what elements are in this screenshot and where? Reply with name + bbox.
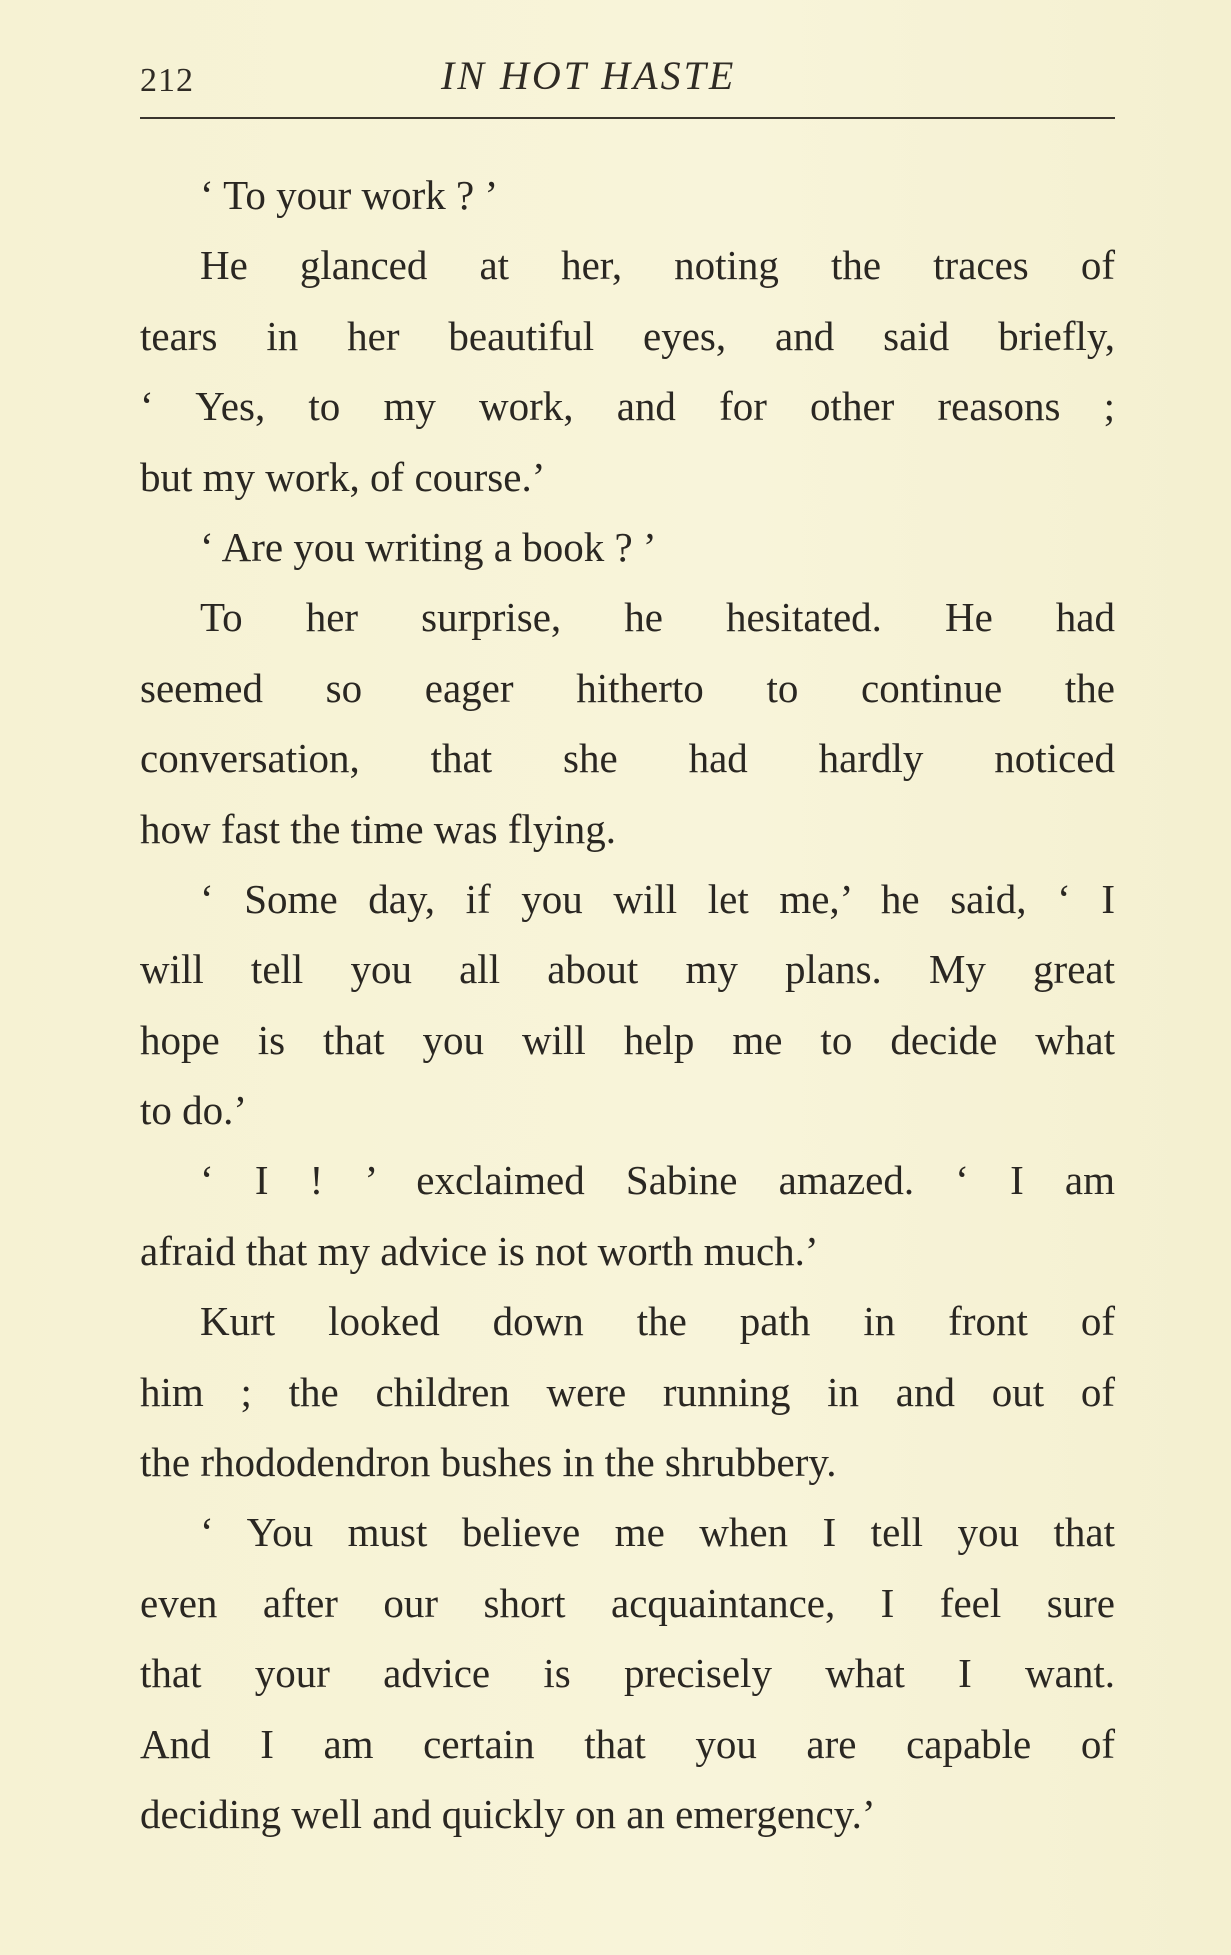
running-title: IN HOT HASTE: [441, 53, 737, 98]
header-rule: [140, 117, 1115, 119]
text-line: tears in her beautiful eyes, and said briefly,: [140, 312, 1115, 359]
text-line: but my work, of course.’: [140, 453, 546, 500]
text-line: To her surprise, he hesitated. He had: [200, 594, 1115, 641]
text-line: ‘ Yes, to my work, and for other reasons ;: [140, 383, 1115, 430]
body-text: [140, 160, 1115, 1849]
text-line: how fast the time was flying.: [140, 805, 616, 852]
page-header: [0, 50, 1231, 110]
text-line: Kurt looked down the path in front of: [200, 1298, 1115, 1345]
text-line: to do.’: [140, 1087, 248, 1134]
text-line: He glanced at her, noting the traces of: [200, 242, 1115, 289]
text-line: seemed so eager hitherto to continue the: [140, 664, 1115, 711]
text-line: afraid that my advice is not worth much.’: [140, 1227, 819, 1274]
text-line: ‘ Are you writing a book ? ’: [200, 523, 657, 570]
text-line: conversation, that she had hardly noticed: [140, 735, 1115, 782]
text-line: even after our short acquaintance, I feel sure: [140, 1579, 1115, 1626]
text-line: ‘ I ! ’ exclaimed Sabine amazed. ‘ I am: [200, 1157, 1115, 1204]
text-line: deciding well and quickly on an emergency.’: [140, 1790, 876, 1837]
text-line: the rhododendron bushes in the shrubbery.: [140, 1439, 837, 1486]
page-number: 212: [140, 62, 194, 99]
text-line: ‘ You must believe me when I tell you that: [200, 1509, 1115, 1556]
text-line: that your advice is precisely what I want.: [140, 1650, 1115, 1697]
text-line: will tell you all about my plans. My great: [140, 946, 1115, 993]
text-line: him ; the children were running in and out of: [140, 1368, 1115, 1415]
text-line: And I am certain that you are capable of: [140, 1720, 1115, 1767]
text-line: hope is that you will help me to decide what: [140, 1016, 1115, 1063]
text-line: ‘ Some day, if you will let me,’ he said, ‘ I: [200, 875, 1115, 922]
text-line: ‘ To your work ? ’: [200, 172, 499, 218]
